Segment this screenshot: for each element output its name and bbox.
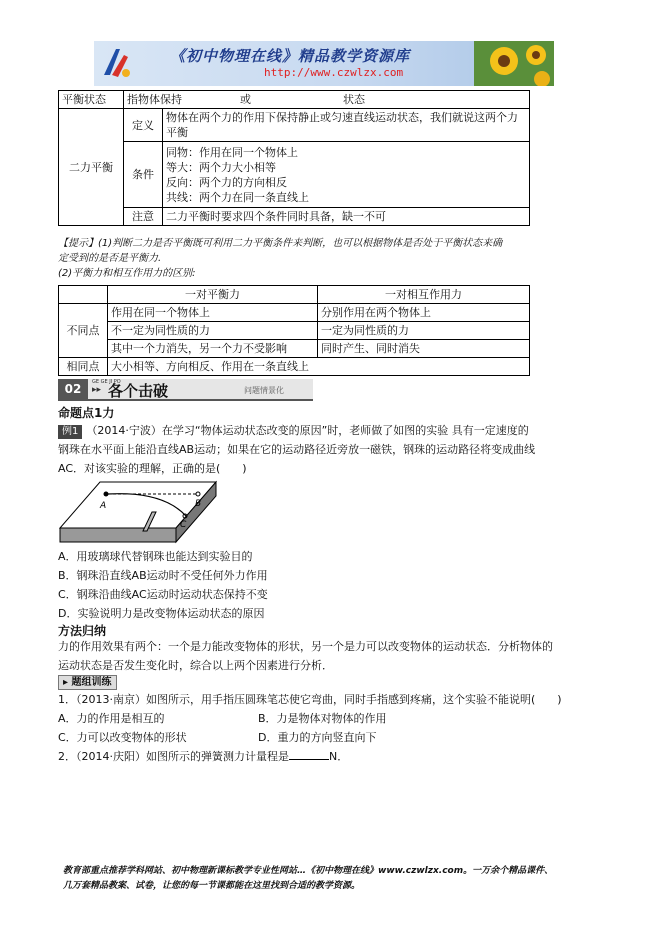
interaction-force-header: 一对相互作用力	[318, 286, 530, 304]
example-tag: 例1	[58, 425, 82, 439]
figure-label: C	[180, 520, 187, 530]
balanced-force-header: 一对平衡力	[108, 286, 318, 304]
option-item[interactable]: D．实验说明力是改变物体运动状态的原因	[58, 607, 265, 620]
definition-text: 物体在两个力的作用下保持静止或匀速直线运动状态，我们就说这两个力平衡	[163, 109, 530, 142]
note-label: 注意	[124, 208, 163, 226]
banner-url[interactable]: http://www.czwlzx.com	[264, 66, 404, 79]
figure-label: B	[195, 499, 202, 509]
option-item[interactable]: C．钢珠沿曲线AC运动时运动状态保持不变	[58, 588, 268, 601]
similarity-label: 相同点	[59, 358, 108, 376]
sunflower-icon	[474, 41, 554, 86]
tip-line: 【提示】(1)判断二力是否平衡既可利用二力平衡条件来判断，也可以根据物体是否处于平衡状态来确	[58, 238, 503, 249]
practice-tag: ▸ 题组训练	[58, 675, 117, 690]
option-item[interactable]: C．力可以改变物体的形状	[58, 731, 187, 744]
table-cell: 不一定为同性质的力	[108, 322, 318, 340]
section-pinyin: GE GE JI PO	[92, 379, 121, 385]
practice-questions	[58, 690, 578, 766]
method-text: 力的作用效果有两个：一个是力能改变物体的形状，另一个是力可以改变物体的运动状态．分析物体的 运动状态是否发生变化时，综合以上两个因素进行分析．	[58, 640, 553, 672]
question-1-options-row	[58, 728, 578, 747]
question-1-options-row	[58, 709, 578, 728]
option-item[interactable]: A．力的作用是相互的	[58, 712, 165, 725]
balance-state-label: 平衡状态	[59, 91, 124, 109]
condition-item: 等大：两个力大小相等	[166, 160, 276, 174]
practice-tag-wrap	[58, 675, 117, 690]
banner-title: 《初中物理在线》精品教学资源库	[170, 47, 411, 65]
section-title: 各个击破	[108, 382, 169, 400]
table-cell: 同时产生、同时消失	[318, 340, 530, 358]
option-item[interactable]: A．用玻璃球代替钢珠也能达到实验目的	[58, 550, 253, 563]
option-item[interactable]: B．钢珠沿直线AB运动时不受任何外力作用	[58, 569, 268, 582]
definition-label: 定义	[124, 109, 163, 142]
table-cell: 其中一个力消失，另一个力不受影响	[108, 340, 318, 358]
figure-label: A	[100, 501, 107, 511]
section-subtitle: 问题情景化	[244, 386, 284, 395]
tip-line: 定受到的是否是平衡力.	[58, 253, 162, 264]
header-banner	[94, 41, 554, 86]
method-title: 方法归纳	[58, 624, 107, 638]
option-item[interactable]: D．重力的方向竖直向下	[258, 731, 377, 744]
force-compare-table	[58, 285, 530, 376]
tip-block	[58, 236, 530, 281]
point-title: 命题点1力	[58, 406, 115, 420]
site-logo-icon	[100, 45, 132, 81]
difference-label: 不同点	[59, 304, 108, 358]
balance-state-text: 指物体保持 或 状态	[124, 91, 530, 109]
example-options	[58, 547, 578, 623]
two-force-balance-label: 二力平衡	[59, 109, 124, 226]
question-2: 2．（2014·庆阳）如图所示的弹簧测力计量程是 N．	[58, 750, 349, 763]
section-number: 02	[58, 379, 88, 399]
example-text: 例1 （2014·宁波）在学习“物体运动状态改变的原因”时，老师做了如图的实验 具有一定速度的 钢珠在水平面上能沿直线AB运动；如果在它的运动路径近旁放一磁铁，钢珠的运动路径将变成曲线 AC．对该实验的理解，正确的是( )	[58, 424, 536, 475]
arrow-icon: ▸▸	[92, 385, 102, 395]
section-header	[58, 379, 313, 399]
question-1: 1．（2013·南京）如图所示，用手指压圆珠笔芯使它弯曲，同时手指感到疼痛，这个实验不能说明( )	[58, 693, 562, 706]
answer-blank[interactable]	[289, 748, 329, 760]
note-text: 二力平衡时要求四个条件同时具备，缺一不可	[163, 208, 530, 226]
similarity-text: 大小相等、方向相反、作用在一条直线上	[108, 358, 530, 376]
condition-label: 条件	[124, 142, 163, 208]
condition-item: 同物：作用在同一个物体上	[166, 145, 298, 159]
table-cell: 作用在同一个物体上	[108, 304, 318, 322]
balance-table	[58, 90, 530, 226]
condition-list	[163, 142, 530, 208]
table-cell: 分别作用在两个物体上	[318, 304, 530, 322]
table-cell: 一定为同性质的力	[318, 322, 530, 340]
page-footer: 教育部重点推荐学科网站、初中物理新课标教学专业性网站…《初中物理在线》www.czwlzx.com。一万余个精品课件、 几万套精品教案、试卷，让您的每一节课都能在这里找到合适的教学资源。	[63, 866, 554, 891]
condition-item: 共线：两个力在同一条直线上	[166, 190, 309, 204]
option-item[interactable]: B．力是物体对物体的作用	[258, 712, 387, 725]
experiment-figure	[58, 476, 218, 548]
condition-item: 反向：两个力的方向相反	[166, 175, 287, 189]
tip-line: (2)平衡力和相互作用力的区别:	[58, 268, 196, 279]
